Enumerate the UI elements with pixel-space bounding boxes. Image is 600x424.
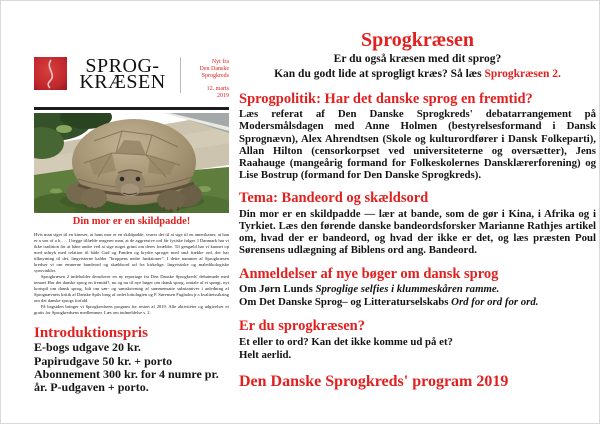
pricing-block [34,325,229,395]
pricing-line: E-bogs udgave 20 kr. [34,340,141,355]
page-title: Sprogkræsen [361,29,474,51]
cover-paragraph: Hvis man siger til en kineser, at hans mor er en skildpadde, svarer det til at sige til en amerikaner, at han er a son of a b… . I begge tilfælde reagerer man, at de aggressive ord får fysiske følger. I Danmark har vi ikke tradition for at håne andre ved at sige noget grimt om deres forældre. Til gengæld har vi kunnet op med udtryk med relation til både Gud og Fanden og krydre sproget med små frække ord, der har tilknytning til det, lingvisterne kalder ”kroppens nedre funktioner”. I dette nummer af Sprogkræsen kredser vi om emnerne bandeord og skældsord ud fra kirkelige, lingvistiske og maledikologiske synsvinkler. [34,232,229,273]
section-body-sprogpolitik: Læs referat af Den Danske Sprogkreds' debatarrangement på Modersmålsdagen med Anne Holmen (bestyrelsesformand i Dansk Sprognævn), Alex Ahrendtsen (Skole og kulturordfører i Dansk Folkeparti), Allan Hilton (censorkorpset ved universiteterne og oversætter), Jens Raahauge (mangeårig formand for Folkeskolernes Dansklærerforening) og Lise Bostrup (formand for Den Danske Sprogkreds). [239,108,596,182]
section-line: Et eller to ord? Kan det ikke komme ud på et? [239,335,453,348]
section-heading-er-du-sprogkraesen: Er du sprogkræsen? [239,318,365,335]
photo-caption: Din mor er en skildpadde! [72,216,191,227]
section-heading-sprogpolitik: Sprogpolitik: Har det danske sprog en fremtid? [239,90,533,107]
program-title: Den Danske Sprogkreds' program 2019 [239,373,509,390]
book-review-line [239,283,596,296]
book-review-prefix: Om Det Danske Sprog– og Litteraturselskabs [239,296,452,309]
cover-column [34,57,229,395]
section-heading-anmeldelser: Anmeldelser af nye bøger om dansk sprog [239,265,499,282]
issue-info-line: Sprogkreds [201,73,229,79]
section-heading-tema: Tema: Bandeord og skældsord [239,190,429,207]
pricing-line: år. P-udgaven + porto. [34,380,149,395]
masthead-rule [34,107,229,110]
issue-info-line: Nyt fra [211,59,229,65]
book-title: Sproglige selfies i klummeskåren ramme. [315,282,500,295]
pricing-heading: Introduktionspris [34,324,148,341]
section-body-tema: Din mor er en skildpadde — lær at bande, som de gør i Kina, i Afrika og i Tyrkiet. Læs den førende danske bandeordsforsker Marianne Rathjes artikel om, hvad der er bandeord, og hvad der ikke er det, og læs præsten Poul Sørensens udlægning af Biblens ord ang. Bandeord. [239,207,596,257]
sprogkreds-logo-icon [34,57,67,90]
book-review-prefix: Om Jørn Lunds [239,282,316,295]
cover-paragraph: Sprogkræsen 2 indeholder derudover en ny reportage fra Den Danske Sprogkreds' debatmøde med temaet Har det danske sprog en fremtid?, nu og nu til nye bøger om dansk sprog, omtale af et spørgt, nyt kortspil om dansk sprog, lidt om sær- og samskrivning af sammensatte substantiver i anledning af Sprognævnets kritik af Danske Spils brug af ordet lottolugten og P. Sørensen Fugholm jr.s kvalitetssikring om det danske sprogs forfald. [34,273,229,303]
masthead [34,57,229,100]
book-title: Ord for ord for ord. [451,296,539,309]
masthead-issue-info [185,57,229,100]
issue-info-line: Den Danske [199,66,229,72]
section-line: Helt aerlid. [239,348,292,361]
issue-date-line: 2019 [217,93,229,99]
book-review-line [239,296,596,309]
masthead-title-line1: SPROG- [85,55,160,77]
cover-paragraph: På bagsiden bringer vi Sprogkredsens program for resten af 2019. Alle aktiviteter og udgivelser er gratis for Sprogkredsens medlemmer. Læs om indmeldelse s. 2. [34,303,229,315]
masthead-title-line2: KRÆSEN [79,71,166,93]
subtitle-line2-text: Kan du godt lide at sprogligt kræs? Så læs [274,67,485,80]
masthead-title [67,55,178,93]
subtitle-line2-highlight: Sprogkræsen 2. [484,67,561,80]
cover-lead-text [34,232,229,316]
pricing-line: Papirudgave 50 kr. + porto [34,353,173,368]
turtle-photo [34,113,229,213]
issue-date-line: 12. marts [206,86,229,92]
subtitle-line1: Er du også kræsen med dit sprog? [333,53,502,65]
masthead-divider [180,57,181,93]
pricing-line: Abonnement 300 kr. for 4 numre pr. [34,366,219,381]
contents-column [239,29,596,391]
subtitle-line2 [239,67,596,82]
